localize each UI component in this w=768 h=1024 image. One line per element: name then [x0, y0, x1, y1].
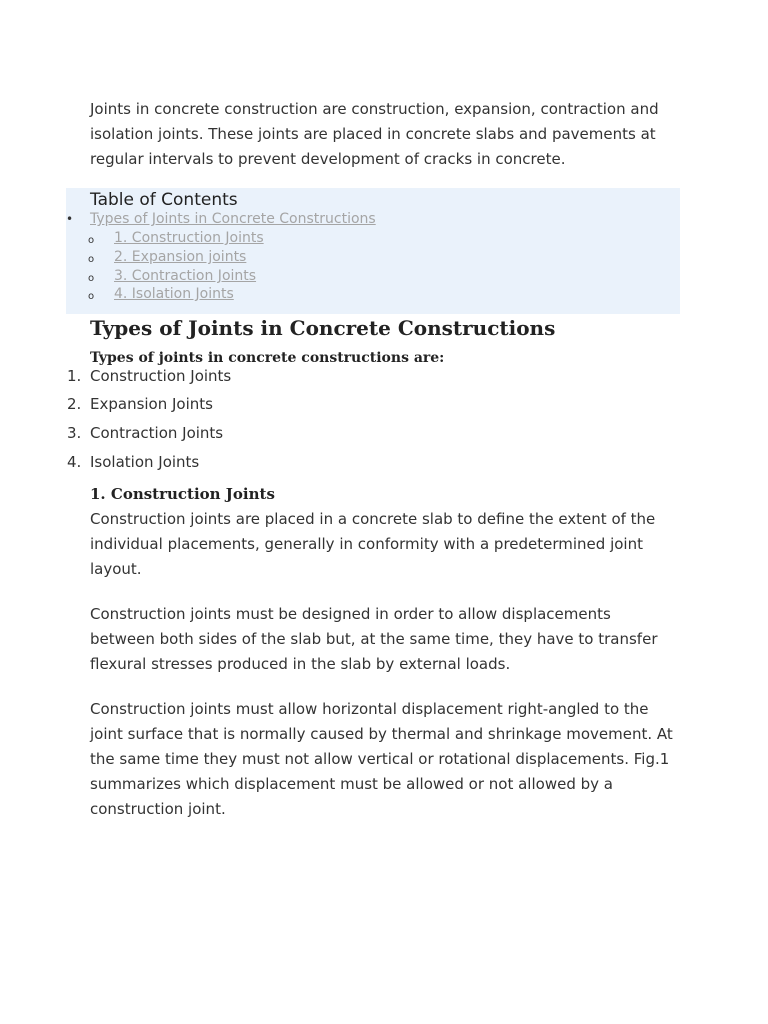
toc-title: Table of Contents — [90, 190, 238, 210]
circle-bullet-icon: o — [88, 273, 95, 284]
toc-link-contraction[interactable]: 3. Contraction Joints — [114, 268, 257, 284]
intro-paragraph: Joints in concrete construction are construction, expansion, contraction and isolation joints. These joints are placed in concrete slabs and pavements at regular intervals to prevent development of cracks in concrete. — [90, 100, 659, 168]
toc-link-expansion[interactable]: 2. Expansion joints — [114, 249, 247, 265]
circle-bullet-icon: o — [88, 291, 95, 302]
disc-bullet-icon: • — [66, 212, 74, 226]
construction-joints-heading: 1. Construction Joints — [90, 485, 275, 503]
section-subheading: Types of joints in concrete constructions are: — [90, 350, 445, 366]
list-number: 2. — [67, 395, 82, 413]
circle-bullet-icon: o — [88, 254, 95, 265]
list-number: 1. — [67, 367, 82, 385]
table-of-contents — [66, 188, 680, 314]
paragraph: Construction joints are placed in a concrete slab to define the extent of the individual placements, generally in conformity with a predetermined joint layout. — [90, 510, 656, 578]
toc-link-isolation[interactable]: 4. Isolation Joints — [114, 286, 234, 302]
list-text: Contraction Joints — [90, 424, 224, 442]
toc-link-construction[interactable]: 1. Construction Joints — [114, 230, 264, 246]
list-text: Isolation Joints — [90, 453, 200, 471]
paragraph: Construction joints must be designed in order to allow displacements between both sides of the slab but, at the same time, they have to transfer flexural stresses produced in the slab by external loads. — [90, 605, 658, 673]
section-heading: Types of Joints in Concrete Constructions — [90, 316, 556, 340]
toc-link-types[interactable]: Types of Joints in Concrete Constructions — [90, 211, 376, 227]
paragraph: Construction joints must allow horizontal displacement right-angled to the joint surface that is normally caused by thermal and shrinkage movement. At the same time they must not allow vertical or rotational displacements. Fig.1 summarizes which displacement must be allowed or not allowed by a construction joint. — [90, 700, 673, 818]
list-text: Construction Joints — [90, 367, 232, 385]
list-text: Expansion Joints — [90, 395, 213, 413]
circle-bullet-icon: o — [88, 235, 95, 246]
list-number: 3. — [67, 424, 82, 442]
list-number: 4. — [67, 453, 82, 471]
